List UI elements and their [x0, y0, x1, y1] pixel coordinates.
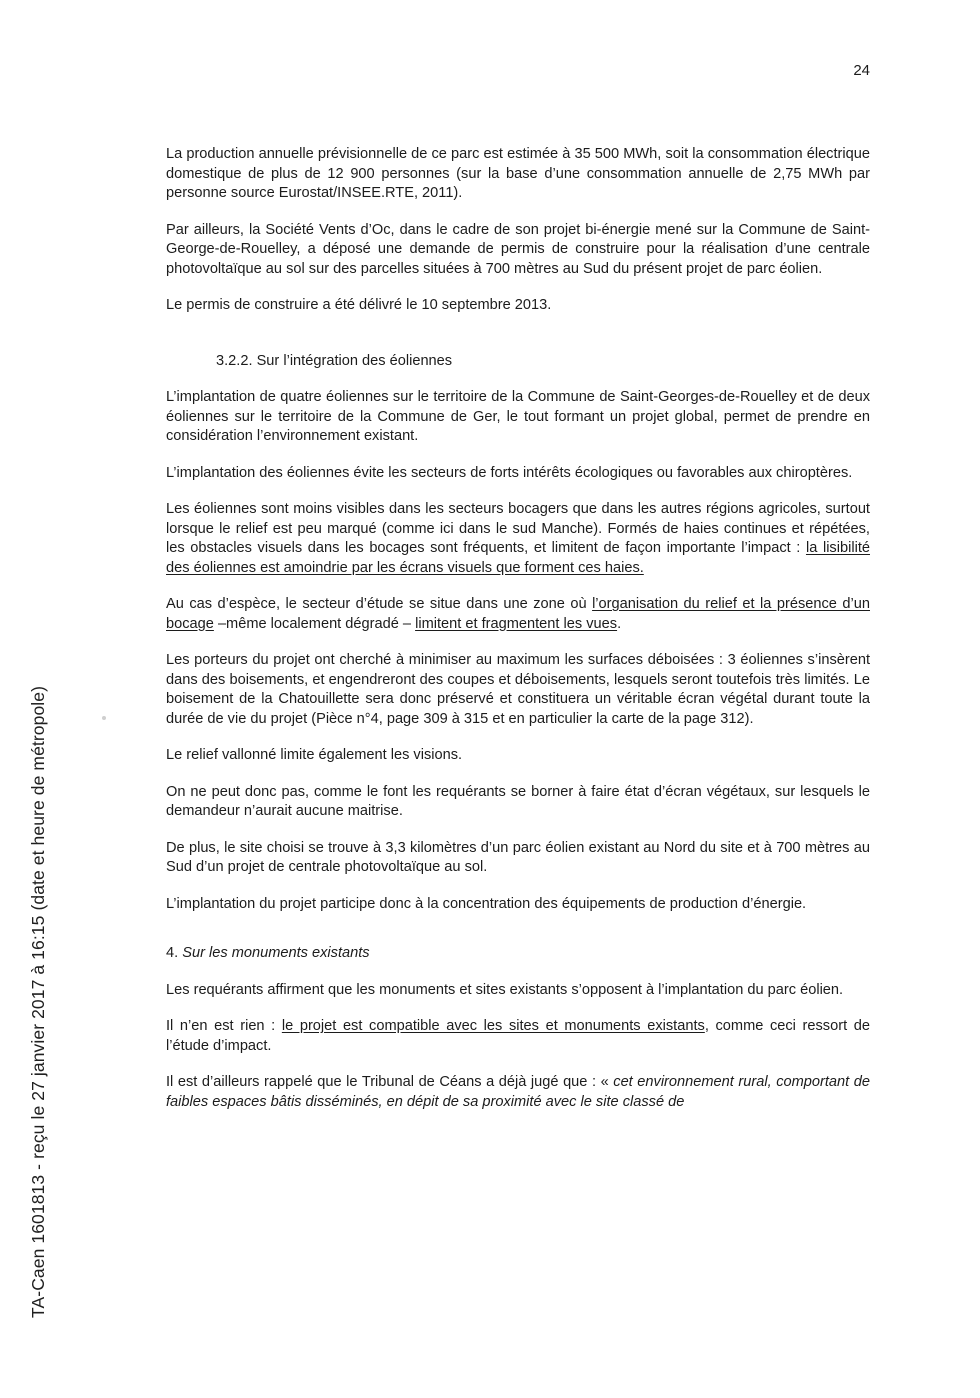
- bocagers-underlined: la lisibilité des éoliennes est amoindrie par les écrans visuels que forment ces haies.: [166, 540, 870, 576]
- paragraph-ecran-vegetaux: On ne peut donc pas, comme le font les requérants se borner à faire état d’écran végétaux, sur lesquels le demandeur n’aurait aucune maitrise.: [166, 783, 870, 819]
- bocagers-text: Les éoliennes sont moins visibles dans les secteurs bocagers que dans les autres régions agricoles, surtout lorsque le relief est peu marqué (comme ici dans le sud Manche). Formés de haies continues et répétées, les obstacles visuels dans les bocages sont fréquents, et limitent de façon importante l’impact :: [166, 501, 870, 556]
- paragraph-site-choisi: De plus, le site choisi se trouve à 3,3 kilomètres d’un parc éolien existant au Nord du site et à 700 mètres au Sud d’un projet de centrale photovoltaïque au sol.: [166, 839, 870, 875]
- paragraph-relief: Le relief vallonné limite également les visions.: [166, 747, 463, 763]
- paragraph-requerants: Les requérants affirment que les monuments et sites existants s’opposent à l’implantation du parc éolien.: [166, 981, 844, 998]
- paragraph-compatible: [166, 1017, 870, 1056]
- paragraph-production: La production annuelle prévisionnelle de ce parc est estimée à 35 500 MWh, soit la consommation électrique domestique de plus de 12 900 personnes (sur la base d’une consommation annuelle de 2,75 MWh par personne source Eurostat/INSEE.RTE, 2011).: [166, 146, 870, 201]
- cas-espece-text-2: –même localement dégradé –: [213, 615, 416, 632]
- cas-espece-text-3: .: [617, 615, 622, 632]
- section-heading-3-2-2: 3.2.2. Sur l’intégration des éoliennes: [216, 352, 453, 369]
- scan-speck: [102, 716, 106, 720]
- paragraph-vents-doc: Par ailleurs, la Société Vents d’Oc, dans le cadre de son projet bi-énergie mené sur la Commune de Saint-George-de-Rouelley, a déposé une demande de permis de construire pour la réalisation d’une centrale photovoltaïque au sol sur des parcelles situées à 700 mètres au Sud du présent projet de parc éolien.: [166, 221, 870, 277]
- paragraph-implantation-quatre: L’implantation de quatre éoliennes sur le territoire de la Commune de Saint-Georges-de-Rouelley et de deux éoliennes sur le territoire de la Commune de Ger, le tout formant un projet global, permet de prendre en considération l’environnement existant.: [166, 389, 870, 444]
- heading-4-title: Sur les monuments existants: [182, 945, 370, 961]
- heading-4-number: 4.: [166, 945, 183, 961]
- reception-stamp: TA-Caen 1601813 - reçu le 27 janvier 2017 à 16:15 (date et heure de métropole): [28, 685, 48, 1318]
- paragraph-deboisement: Les porteurs du projet ont cherché à minimiser au maximum les surfaces déboisées : 3 éoliennes s’insèrent dans des boisements, et engendreront des coupes et déboisements, lesquels seront toutefois très limités. Le boisement de la Chatouillette sera donc préservé et constituera un véritable écran végétal durant toute la durée de vie du projet (Pièce n°4, page 309 à 315 et en particulier la carte de la page 312).: [166, 652, 870, 727]
- paragraph-secteurs-ecologiques: L’implantation des éoliennes évite les secteurs de forts intérêts écologiques ou favorables aux chiroptères.: [166, 464, 853, 481]
- paragraph-permis: Le permis de construire a été délivré le 10 septembre 2013.: [166, 297, 552, 313]
- paragraph-bocagers: [166, 500, 870, 578]
- section-heading-4: [166, 944, 870, 964]
- cas-espece-underlined-1: l’organisation du relief et la présence d’un bocage: [166, 596, 870, 632]
- paragraph-concentration: L’implantation du projet participe donc à la concentration des équipements de production d’énergie.: [166, 895, 807, 912]
- tribunal-quote: cet environnement rural, comportant de faibles espaces bâtis disséminés, en dépit de sa proximité avec le site classé de: [166, 1074, 870, 1110]
- paragraph-tribunal: [166, 1073, 870, 1112]
- cas-espece-underlined-2: limitent et fragmentent les vues: [415, 615, 618, 632]
- compatible-text-2: , comme ceci ressort de l’étude d’impact.: [166, 1018, 870, 1054]
- compatible-text-1: Il n’en est rien :: [166, 1018, 282, 1034]
- paragraph-cas-espece: [166, 595, 870, 634]
- cas-espece-text-1: Au cas d’espèce, le secteur d’étude se situe dans une zone où: [166, 596, 593, 612]
- page-number: 24: [853, 62, 870, 79]
- tribunal-text: Il est d’ailleurs rappelé que le Tribunal de Céans a déjà jugé que : «: [166, 1074, 614, 1090]
- document-body: [166, 145, 870, 1129]
- compatible-underlined: le projet est compatible avec les sites et monuments existants: [281, 1018, 705, 1034]
